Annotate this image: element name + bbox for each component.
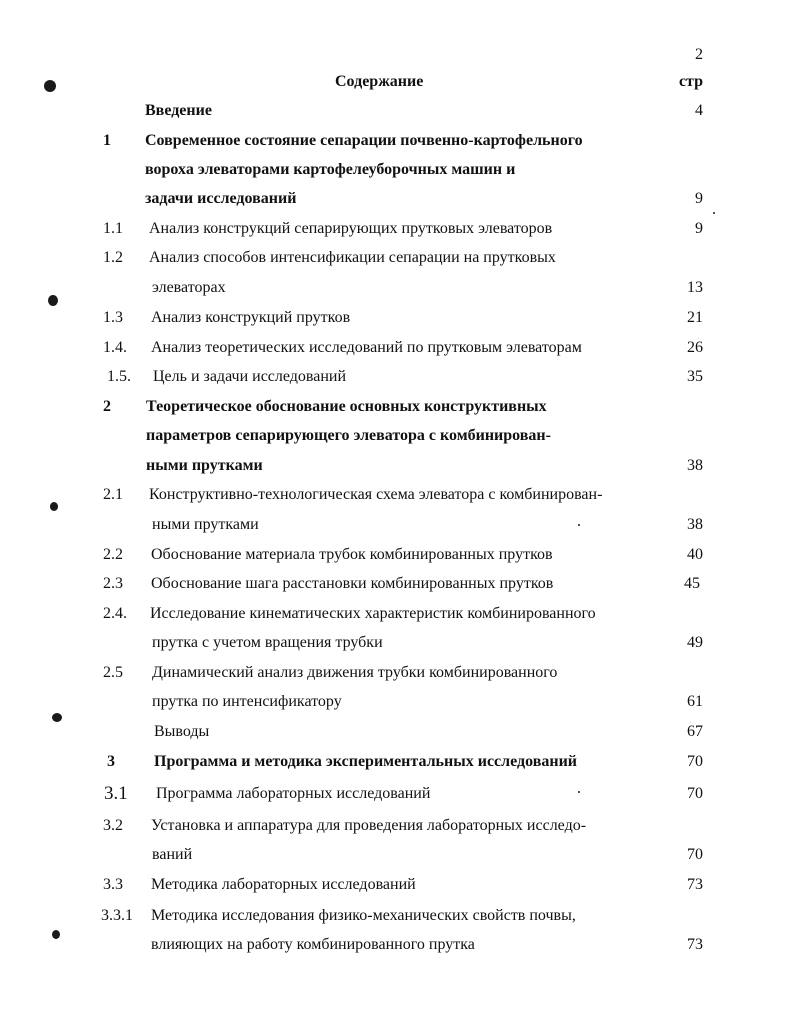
scan-speck (52, 930, 60, 939)
toc-entry-number: 3.3 (103, 876, 123, 893)
toc-entry-title: вороха элеваторами картофелеуборочных машин и (145, 161, 516, 178)
toc-entry-page: 45 (684, 575, 700, 592)
toc-entry-title: Программа и методика экспериментальных исследований (154, 753, 578, 770)
toc-entry-page: 73 (687, 936, 703, 953)
toc-entry-page: 13 (687, 279, 703, 296)
toc-entry-title: влияющих на работу комбинированного прутка (151, 936, 475, 953)
toc-entry-title: Введение (145, 102, 212, 119)
toc-entry-title: Обоснование материала трубок комбинированных прутков (151, 546, 553, 563)
toc-entry-title: элеваторах (152, 279, 226, 296)
toc-entry-page: 35 (687, 368, 703, 385)
page-column-label: стр (678, 73, 703, 90)
toc-entry-page: 67 (687, 723, 703, 740)
toc-entry-title: Выводы (154, 723, 210, 740)
toc-entry-page: 40 (687, 546, 703, 563)
toc-entry-number: 3.1 (104, 783, 128, 804)
scan-speck (713, 212, 715, 214)
toc-entry-title: параметров сепарирующего элеватора с комбинирован- (146, 427, 551, 444)
toc-entry-number: 2.3 (103, 575, 123, 592)
toc-entry-page: 21 (687, 309, 703, 326)
toc-entry-title: Динамический анализ движения трубки комбинированного (152, 664, 558, 681)
toc-entry-page: 73 (687, 876, 703, 893)
toc-entry-title: Обоснование шага расстановки комбинированных прутков (151, 575, 554, 592)
toc-entry-title: Исследование кинематических характеристик комбинированного (150, 605, 596, 622)
toc-entry-number: 1.4. (103, 339, 127, 356)
toc-entry-title: ваний (152, 846, 193, 863)
toc-entry-number: 2.1 (103, 486, 123, 503)
toc-entry-number: 3.3.1 (101, 907, 133, 924)
toc-entry-number: 1.3 (103, 309, 123, 326)
toc-entry-number: 2.4. (103, 605, 127, 622)
toc-entry-number: 2.5 (103, 664, 123, 681)
page-number: 2 (695, 46, 703, 63)
toc-entry-title: прутка по интенсификатору (152, 693, 342, 710)
scan-speck (48, 295, 58, 306)
toc-entry-page: 38 (687, 516, 703, 533)
toc-entry-page: 9 (695, 190, 703, 207)
toc-entry-title: Теоретическое обоснование основных конструктивных (146, 398, 547, 415)
toc-entry-number: 2.2 (103, 546, 123, 563)
toc-entry-title: Цель и задачи исследований (153, 368, 347, 385)
scan-speck (578, 524, 580, 526)
toc-entry-title: задачи исследований (145, 190, 297, 207)
toc-entry-title: Анализ теоретических исследований по прутковым элеваторам (151, 339, 582, 356)
toc-entry-title: Анализ способов интенсификации сепарации на прутковых (149, 249, 556, 266)
toc-entry-number: 1 (103, 132, 111, 149)
scan-speck (52, 713, 62, 722)
toc-entry-page: 9 (695, 220, 703, 237)
toc-entry-title: Современное состояние сепарации почвенно-картофельного (145, 132, 583, 149)
toc-entry-title: прутка с учетом вращения трубки (152, 634, 383, 651)
toc-entry-page: 49 (687, 634, 703, 651)
toc-entry-title: Установка и аппаратура для проведения лабораторных исследо- (151, 817, 587, 834)
toc-entry-page: 38 (687, 457, 703, 474)
page-title: Содержание (335, 73, 424, 90)
toc-entry-page: 26 (687, 339, 703, 356)
toc-entry-page: 70 (687, 785, 703, 802)
toc-entry-page: 4 (695, 102, 703, 119)
toc-entry-page: 70 (687, 753, 703, 770)
toc-entry-title: Конструктивно-технологическая схема элеватора с комбинирован- (149, 486, 603, 503)
toc-entry-number: 3.2 (103, 817, 123, 834)
toc-entry-title: Анализ конструкций сепарирующих прутковых элеваторов (149, 220, 553, 237)
toc-entry-number: 1.1 (103, 220, 123, 237)
toc-entry-number: 1.2 (103, 249, 123, 266)
toc-entry-title: ными прутками (152, 516, 259, 533)
toc-entry-page: 70 (687, 846, 703, 863)
toc-entry-number: 3 (107, 753, 115, 770)
toc-entry-title: ными прутками (146, 457, 263, 474)
toc-entry-title: Методика лабораторных исследований (151, 876, 416, 893)
toc-entry-number: 2 (103, 398, 111, 415)
toc-entry-number: 1.5. (107, 368, 131, 385)
scan-speck (44, 80, 56, 92)
toc-entry-title: Анализ конструкций прутков (151, 309, 351, 326)
scan-speck (578, 791, 580, 793)
toc-entry-title: Программа лабораторных исследований (156, 785, 431, 802)
toc-entry-page: 61 (687, 693, 703, 710)
scan-speck (50, 502, 58, 511)
toc-entry-title: Методика исследования физико-механических свойств почвы, (151, 907, 576, 924)
